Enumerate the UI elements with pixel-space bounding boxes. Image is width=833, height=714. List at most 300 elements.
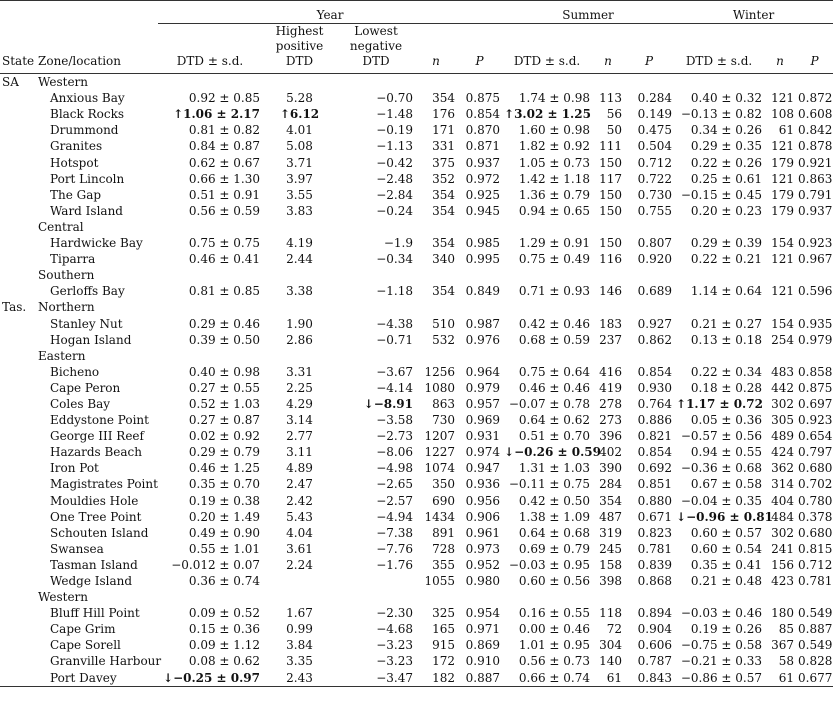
cell-y-n: 331 [432,139,455,154]
cell-y-p: 0.976 [465,332,501,347]
cell-w-p: 0.858 [798,364,833,379]
cell-y-p: 0.973 [465,541,501,556]
cell-y-n: 1074 [424,461,455,476]
col-summer-n: n [592,24,624,74]
location-name: Cape Sorell [50,638,121,653]
cell-s-dtd: 0.69 ± 0.79 [518,541,591,556]
cell-y-hi: 3.35 [286,654,313,669]
table-row [0,493,833,509]
cell-w-dtd: −0.75 ± 0.58 [680,638,763,653]
cell-y-hi: 3.97 [286,171,313,186]
cell-y-n: 1256 [424,364,455,379]
cell-w-p: 0.712 [798,557,833,572]
cell-w-p: 0.680 [798,461,833,476]
cell-y-p: 0.952 [465,557,501,572]
cell-y-n: 1227 [424,445,455,460]
cell-s-p: 0.807 [637,236,673,251]
cell-y-dtd: 0.49 ± 0.90 [188,525,260,540]
cell-y-hi: 4.04 [286,525,313,540]
cell-w-dtd: −0.04 ± 0.35 [680,493,763,508]
cell-y-dtd: 0.46 ± 1.25 [188,461,260,476]
location-name: Mouldies Hole [50,493,139,508]
location-name: Stanley Nut [50,316,123,331]
cell-s-p: 0.880 [637,493,673,508]
table-row [0,412,833,428]
cell-s-p: 0.475 [637,123,673,138]
cell-y-n: 863 [432,396,455,411]
zone-label: Eastern [38,348,86,363]
cell-w-p: 0.842 [798,123,833,138]
cell-y-dtd: 0.27 ± 0.55 [188,380,260,395]
cell-y-p: 0.964 [465,364,501,379]
table-row [0,509,833,525]
cell-w-n: 367 [771,638,795,653]
cell-s-n: 402 [599,445,623,460]
cell-y-p: 0.947 [465,461,501,476]
table-row [0,138,833,154]
cell-w-p: 0.549 [798,606,833,621]
cell-y-n: 730 [432,413,455,428]
cell-s-dtd: ↑3.02 ± 1.25 [504,107,591,122]
cell-s-p: 0.839 [637,557,673,572]
cell-s-p: 0.930 [637,380,673,395]
cell-y-hi: 2.24 [286,557,313,572]
cell-w-n: 179 [771,187,795,202]
cell-y-lo: −0.19 [376,123,413,138]
col-zone: Zone/location [36,24,158,74]
cell-y-hi: 5.08 [286,139,313,154]
cell-y-n: 532 [432,332,455,347]
cell-s-p: 0.851 [637,477,673,492]
cell-s-p: 0.755 [637,203,673,218]
location-name: Hogan Island [50,332,132,347]
cell-y-n: 172 [432,654,455,669]
location-name: Gerloffs Bay [50,284,125,299]
cell-s-p: 0.821 [637,429,673,444]
cell-y-lo: −1.18 [376,284,413,299]
cell-y-hi: 4.01 [286,123,313,138]
location-name: One Tree Point [50,509,142,524]
cell-y-lo: −4.68 [376,622,413,637]
location-name: Tiparra [50,252,96,267]
cell-s-n: 273 [599,413,623,428]
cell-w-p: 0.654 [798,429,833,444]
cell-y-hi: 4.89 [286,461,313,476]
cell-y-hi: 3.71 [286,155,313,170]
cell-w-n: 179 [771,155,795,170]
cell-w-dtd: 0.22 ± 0.21 [690,252,763,267]
table-row [0,541,833,557]
cell-y-dtd: 0.55 ± 1.01 [188,541,260,556]
cell-w-dtd: −0.21 ± 0.33 [680,654,763,669]
cell-s-p: 0.671 [637,509,673,524]
cell-s-dtd: 0.68 ± 0.59 [518,332,591,347]
cell-s-p: 0.712 [637,155,673,170]
cell-w-dtd: 0.67 ± 0.58 [690,477,763,492]
cell-y-dtd: ↑1.06 ± 2.17 [173,107,260,122]
cell-w-p: 0.967 [798,252,833,267]
cell-y-hi: 1.90 [286,316,313,331]
cell-w-dtd: 0.21 ± 0.48 [690,574,763,588]
table-row [0,332,833,348]
cell-w-n: 254 [771,332,795,347]
cell-s-p: 0.504 [637,139,673,154]
cell-y-hi: 3.55 [286,187,313,202]
cell-y-hi: 3.31 [286,364,313,379]
col-winter-dtd: DTD ± s.d. [674,24,764,74]
table-row [0,187,833,203]
col-state: State [0,24,36,74]
cell-y-lo: −2.30 [376,606,413,621]
cell-s-dtd: 1.74 ± 0.98 [518,91,591,106]
cell-s-n: 354 [599,493,623,508]
location-name: Bicheno [50,364,100,379]
cell-y-lo: −0.42 [376,155,413,170]
cell-y-n: 728 [432,541,455,556]
col-winter-p: P [796,24,833,74]
cell-w-n: 484 [771,509,795,524]
cell-w-n: 302 [771,396,795,411]
cell-y-n: 510 [432,316,455,331]
location-name: Hardwicke Bay [50,236,143,251]
cell-y-n: 176 [432,107,455,122]
col-year-dtd: DTD ± s.d. [158,24,262,74]
table-row [0,525,833,541]
cell-y-lo: −1.13 [376,139,413,154]
cell-s-n: 111 [599,139,623,154]
table-row [0,122,833,138]
cell-w-p: 0.878 [798,139,833,154]
cell-y-p: 0.979 [465,380,501,395]
cell-y-p: 0.870 [465,123,501,138]
cell-y-hi: 0.99 [286,622,313,637]
cell-y-hi: 2.43 [286,670,313,685]
cell-y-dtd: 0.81 ± 0.85 [188,284,260,299]
cell-s-dtd: 1.29 ± 0.91 [518,236,591,251]
cell-y-lo: −3.23 [376,654,413,669]
zone-group-row [0,348,833,364]
table-row [0,653,833,669]
cell-y-lo: −1.48 [376,107,413,122]
cell-y-dtd: 0.29 ± 0.46 [188,316,260,331]
table-row [0,316,833,332]
cell-y-hi: 2.77 [286,429,313,444]
cell-w-p: 0.680 [798,525,833,540]
cell-w-n: 61 [778,670,795,685]
cell-y-dtd: 0.27 ± 0.87 [188,413,260,428]
cell-w-p: 0.935 [798,316,833,331]
cell-s-p: 0.886 [637,413,673,428]
cell-s-p: 0.722 [637,171,673,186]
table-row [0,605,833,621]
cell-y-dtd: 0.09 ± 0.52 [188,606,260,621]
cell-w-dtd: 0.25 ± 0.61 [690,171,763,186]
cell-s-n: 487 [599,509,623,524]
cell-w-p: 0.608 [798,107,833,122]
cell-w-n: 58 [778,654,795,669]
header-group-row [0,1,833,24]
cell-y-lo: −2.48 [376,171,413,186]
cell-y-dtd: 0.39 ± 0.50 [188,332,260,347]
table-row [0,444,833,460]
cell-y-n: 354 [432,236,455,251]
cell-s-p: 0.854 [637,445,673,460]
cell-s-dtd: 1.01 ± 0.95 [518,638,591,653]
cell-s-n: 278 [599,396,623,411]
cell-w-p: 0.872 [798,91,833,106]
cell-w-dtd: −0.03 ± 0.46 [680,606,763,621]
cell-w-p: 0.937 [798,203,833,218]
cell-y-dtd: 0.29 ± 0.79 [188,445,260,460]
cell-s-n: 140 [599,654,623,669]
cell-y-dtd: 0.40 ± 0.98 [188,364,260,379]
cell-s-n: 183 [599,316,623,331]
cell-s-p: 0.692 [637,461,673,476]
cell-y-dtd: −0.012 ± 0.07 [171,557,260,572]
cell-w-n: 302 [771,525,795,540]
cell-w-dtd: 1.14 ± 0.64 [690,284,763,299]
table-row [0,557,833,573]
cell-y-hi: 1.67 [286,606,313,621]
cell-s-n: 284 [599,477,623,492]
cell-y-lo: −0.24 [376,203,413,218]
cell-w-n: 404 [771,493,795,508]
col-summer-p: P [624,24,674,74]
cell-s-n: 116 [599,252,623,267]
cell-w-p: 0.596 [798,284,833,299]
group-winter: Winter [674,1,833,24]
location-name: Hazards Beach [50,445,143,460]
cell-y-hi: 3.14 [286,413,313,428]
cell-s-p: 0.284 [637,91,673,106]
col-winter-n: n [764,24,796,74]
cell-y-dtd: 0.51 ± 0.91 [188,187,260,202]
cell-y-dtd: 0.81 ± 0.82 [188,123,260,138]
cell-s-dtd: 0.66 ± 0.74 [518,670,591,685]
cell-y-dtd: 0.66 ± 1.30 [188,171,260,186]
table-row [0,203,833,219]
cell-w-dtd: 0.94 ± 0.55 [690,445,763,460]
cell-y-p: 0.957 [465,396,501,411]
cell-s-n: 390 [599,461,623,476]
table-row [0,476,833,492]
cell-s-dtd: 0.71 ± 0.93 [518,284,591,299]
cell-y-hi: 2.42 [286,493,313,508]
cell-s-dtd: 1.82 ± 0.92 [518,139,591,154]
cell-w-p: 0.780 [798,493,833,508]
cell-s-n: 146 [599,284,623,299]
cell-s-p: 0.787 [637,654,673,669]
cell-y-dtd: 0.08 ± 0.62 [188,654,260,669]
cell-w-n: 121 [771,252,795,267]
cell-s-p: 0.862 [637,332,673,347]
cell-y-dtd: 0.56 ± 0.59 [188,203,260,218]
cell-y-hi: 3.11 [286,445,313,460]
cell-y-hi: 4.29 [286,396,313,411]
cell-y-p: 0.849 [465,284,501,299]
cell-y-dtd: 0.20 ± 1.49 [188,509,260,524]
cell-w-n: 442 [771,380,795,395]
cell-s-n: 72 [606,622,623,637]
location-name: Bluff Hill Point [50,606,140,621]
cell-y-lo: −4.98 [376,461,413,476]
zone-label: Northern [38,300,95,315]
cell-s-dtd: 0.75 ± 0.49 [518,252,591,267]
zone-group-row [0,74,833,91]
cell-s-dtd: 0.56 ± 0.73 [518,654,591,669]
cell-s-dtd: 0.94 ± 0.65 [518,203,591,218]
location-name: Drummond [50,123,119,138]
location-name: George III Reef [50,429,144,444]
cell-w-n: 85 [778,622,795,637]
cell-y-lo: −2.73 [376,429,413,444]
cell-y-n: 340 [432,252,455,267]
cell-y-lo: −0.70 [376,91,413,106]
cell-w-n: 241 [771,541,795,556]
cell-s-p: 0.764 [637,396,673,411]
table-row [0,155,833,171]
cell-w-n: 121 [771,284,795,299]
cell-w-dtd: 0.60 ± 0.57 [690,525,763,540]
cell-y-p: 0.871 [465,139,501,154]
table-header [0,1,833,74]
table-row [0,90,833,106]
cell-s-dtd: 0.64 ± 0.62 [518,413,591,428]
cell-y-p: 0.969 [465,413,501,428]
location-name: Ward Island [50,203,123,218]
cell-w-n: 121 [771,91,795,106]
cell-s-n: 50 [606,123,623,138]
cell-y-n: 354 [432,91,455,106]
table-row [0,106,833,122]
cell-w-dtd: 0.34 ± 0.26 [690,123,763,138]
cell-y-n: 350 [432,477,455,492]
cell-s-dtd: 1.42 ± 1.18 [518,171,591,186]
cell-w-p: 0.791 [798,187,833,202]
cell-w-dtd: ↑1.17 ± 0.72 [676,396,763,411]
cell-y-dtd: 0.46 ± 0.41 [188,252,260,267]
cell-y-hi: 4.19 [286,236,313,251]
table-row [0,573,833,589]
cell-y-dtd: 0.62 ± 0.67 [188,155,260,170]
cell-y-lo: −4.38 [376,316,413,331]
cell-s-n: 304 [599,638,623,653]
group-summer: Summer [502,1,674,24]
location-name: The Gap [50,187,102,202]
table-row [0,283,833,299]
cell-y-p: 0.887 [465,670,501,685]
cell-y-lo: −4.94 [376,509,413,524]
zone-label: Western [38,590,89,605]
cell-w-dtd: 0.21 ± 0.27 [690,316,763,331]
cell-s-p: 0.854 [637,364,673,379]
location-name: Wedge Island [50,574,133,588]
cell-y-lo: −7.38 [376,525,413,540]
cell-y-lo: −3.23 [376,638,413,653]
cell-y-dtd: 0.09 ± 1.12 [188,638,260,653]
cell-s-dtd: 0.00 ± 0.46 [518,622,591,637]
cell-w-n: 483 [771,364,795,379]
cell-w-p: 0.875 [798,380,833,395]
cell-y-lo: −1.9 [383,236,413,251]
cell-w-dtd: 0.20 ± 0.23 [690,203,763,218]
table-row [0,364,833,380]
cell-s-n: 398 [599,574,623,588]
col-year-n: n [415,24,457,74]
table-row [0,380,833,396]
cell-w-p: 0.781 [798,574,833,588]
cell-s-n: 150 [599,203,623,218]
cell-y-dtd: 0.52 ± 1.03 [188,396,260,411]
cell-y-p: 0.906 [465,509,501,524]
cell-w-p: 0.887 [798,622,833,637]
cell-y-n: 1055 [424,574,455,588]
cell-w-p: 0.697 [798,396,833,411]
cell-s-p: 0.927 [637,316,673,331]
cell-y-n: 165 [432,622,455,637]
location-name: Hotspot [50,155,99,170]
cell-s-p: 0.730 [637,187,673,202]
cell-y-n: 690 [432,493,455,508]
cell-s-n: 319 [599,525,623,540]
cell-y-n: 1080 [424,380,455,395]
cell-s-dtd: 0.46 ± 0.46 [518,380,591,395]
cell-w-p: 0.863 [798,171,833,186]
cell-y-dtd: 0.02 ± 0.92 [188,429,260,444]
location-name: Coles Bay [50,396,111,411]
cell-w-dtd: 0.35 ± 0.41 [690,557,763,572]
location-name: Iron Pot [50,461,99,476]
cell-y-lo: −3.58 [376,413,413,428]
cell-w-dtd: ↓−0.96 ± 0.81 [676,509,773,524]
cell-y-lo: ↓−8.91 [363,396,413,411]
cell-y-p: 0.971 [465,622,501,637]
zone-label: Western [38,75,89,90]
zone-group-row [0,219,833,235]
location-name: Eddystone Point [50,413,149,428]
table-row [0,235,833,251]
cell-y-hi [262,573,337,589]
cell-y-p: 0.910 [465,654,501,669]
cell-s-dtd: 1.60 ± 0.98 [518,123,591,138]
table-row [0,171,833,187]
cell-w-n: 121 [771,171,795,186]
location-name: Granville Harbour [50,654,162,669]
col-year-lowest: Lowest negative DTD [337,24,415,74]
cell-w-dtd: 0.29 ± 0.35 [690,139,763,154]
cell-w-n: 179 [771,203,795,218]
cell-w-dtd: −0.36 ± 0.68 [680,461,763,476]
cell-y-n: 352 [432,171,455,186]
cell-y-p: 0.937 [465,155,501,170]
table-row [0,460,833,476]
cell-y-p: 0.945 [465,203,501,218]
cell-y-dtd: 0.19 ± 0.38 [188,493,260,508]
location-name: Port Lincoln [50,171,125,186]
cell-y-n: 171 [432,123,455,138]
cell-y-n: 375 [432,155,455,170]
cell-w-p: 0.923 [798,413,833,428]
cell-s-dtd: −0.11 ± 0.75 [508,477,591,492]
cell-w-dtd: 0.13 ± 0.18 [690,332,763,347]
cell-s-n: 61 [606,670,623,685]
cell-y-lo: −0.71 [376,332,413,347]
cell-s-n: 150 [599,187,623,202]
cell-y-hi: 5.43 [286,509,313,524]
cell-y-lo: −7.76 [376,541,413,556]
location-name: Black Rocks [50,107,125,122]
cell-y-p: 0.961 [465,525,501,540]
